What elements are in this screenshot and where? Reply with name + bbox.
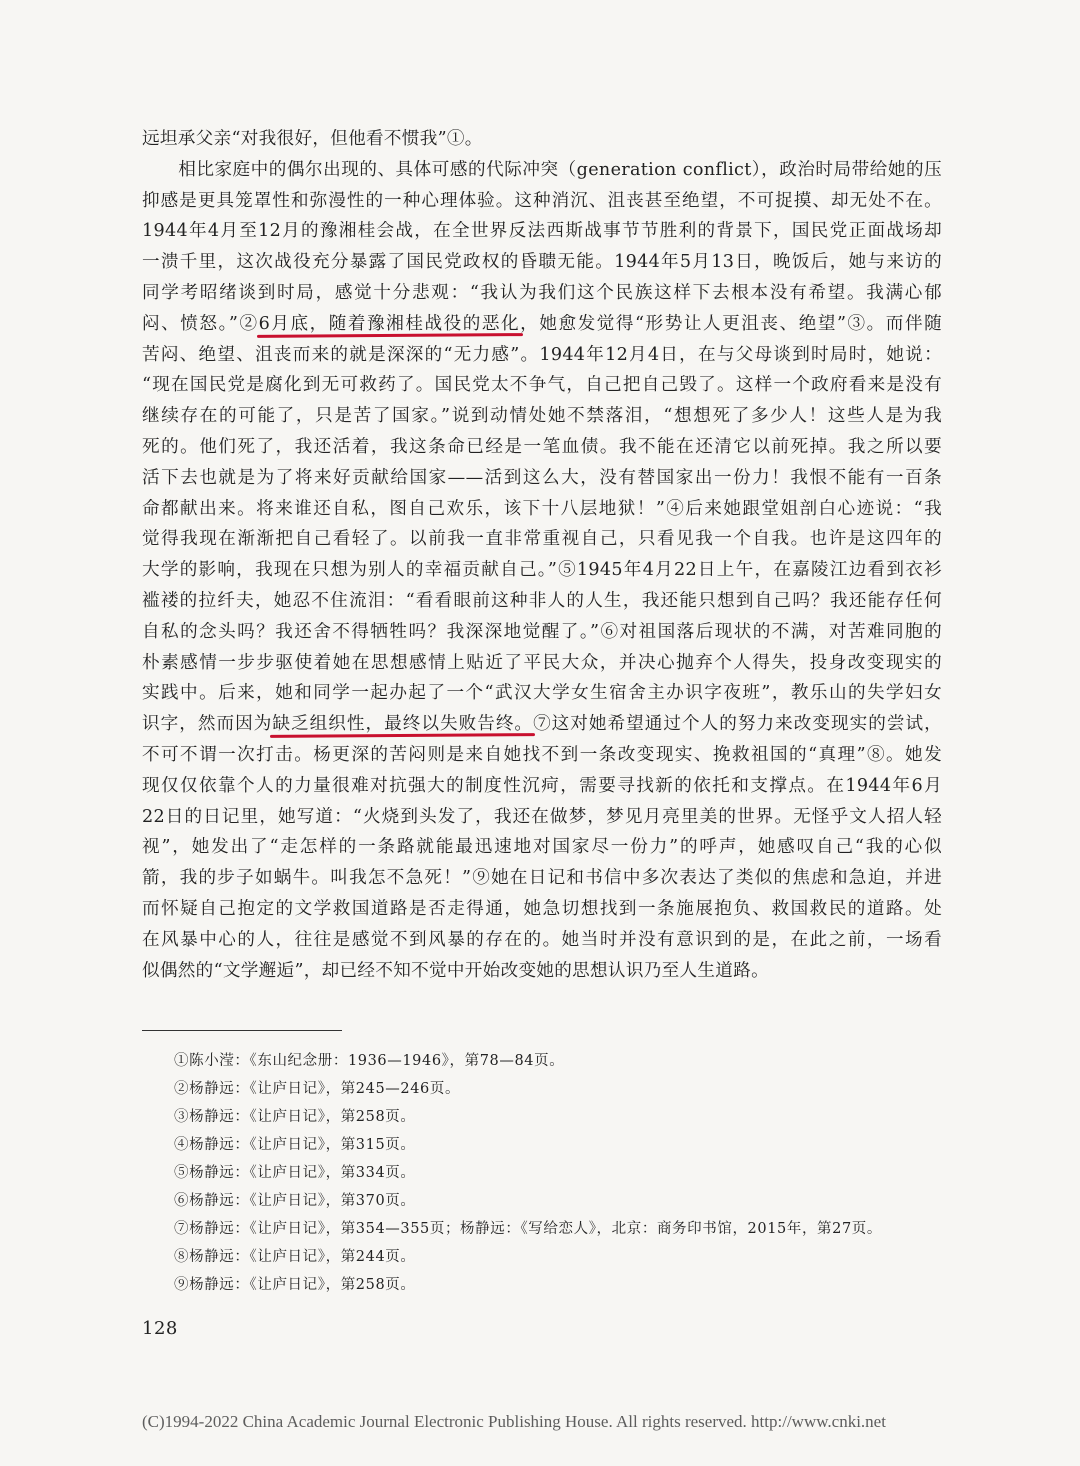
body-line — [142, 863, 942, 894]
body-line-text: 大学的影响，我现在只想为别人的幸福贡献自己。”⑤1945年4月22日上午，在嘉陵江边看到衣衫 — [142, 560, 942, 581]
body-line — [142, 432, 942, 463]
body-line — [142, 278, 942, 309]
body-line-text: 朴素感情一步步驱使着她在思想感情上贴近了平民大众，并决心抛弃个人得失，投身改变现实的 — [142, 652, 942, 673]
footnote: ①陈小滢：《东山纪念册：1936—1946》，第78—84页。 — [174, 1053, 565, 1069]
body-line-text: 22日的日记里，她写道：“火烧到头发了，我还在做梦，梦见月亮里美的世界。无怪乎文人招人轻 — [142, 806, 942, 827]
footnote: ⑨杨静远：《让庐日记》，第258页。 — [174, 1277, 416, 1293]
body-line-text: 自私的念头吗？我还舍不得牺牲吗？我深深地觉醒了。”⑥对祖国落后现状的不满，对苦难同胞的 — [142, 621, 942, 642]
copyright-notice: (C)1994-2022 China Academic Journal Electronic Publishing House. All rights reserved. http://www.cnki.net — [142, 1412, 886, 1431]
body-line — [142, 340, 942, 371]
body-line-text: 远坦承父亲“对我很好，但他看不惯我”①。 — [142, 129, 483, 149]
underlined-highlight: 6月底，随着豫湘桂战役的恶化 — [258, 313, 521, 334]
body-line-text: 同学考昭绪谈到时局，感觉十分悲观：“我认为我们这个民族这样下去根本没有希望。我满心郁 — [142, 282, 942, 303]
body-line — [142, 401, 942, 432]
footnote: ⑥杨静远：《让庐日记》，第370页。 — [174, 1193, 416, 1209]
body-line — [142, 370, 942, 401]
body-line-text: ⑦这对她希望通过个人的努力来改变现实的尝试， — [533, 714, 942, 735]
body-line-text: 似偶然的“文学邂逅”，却已经不知不觉中开始改变她的思想认识乃至人生道路。 — [142, 960, 769, 981]
body-line — [142, 925, 942, 956]
footnote: ⑦杨静远：《让庐日记》，第354—355页；杨静远：《写给恋人》，北京：商务印书馆，2015年，第27页。 — [174, 1221, 882, 1237]
body-line — [142, 678, 942, 709]
body-line — [142, 186, 942, 217]
body-line — [142, 494, 942, 525]
body-line — [142, 124, 942, 155]
body-line — [142, 894, 942, 925]
body-line — [142, 709, 942, 740]
body-line-text: 抑感是更具笼罩性和弥漫性的一种心理体验。这种消沉、沮丧甚至绝望，不可捉摸、却无处不在。 — [142, 190, 942, 211]
body-line-text: 实践中。后来，她和同学一起办起了一个“武汉大学女生宿舍主办识字夜班”，教乐山的失学妇女 — [142, 683, 942, 704]
body-line — [142, 832, 942, 863]
body-line-text: 死的。他们死了，我还活着，我这条命已经是一笔血债。我不能在还清它以前死掉。我之所以要 — [142, 436, 942, 457]
body-line — [142, 740, 942, 771]
footnote: ⑧杨静远：《让庐日记》，第244页。 — [174, 1249, 416, 1265]
body-line-text: 闷、愤怒。”② — [142, 313, 259, 334]
body-line-text: 箭，我的步子如蜗牛。叫我怎不急死！”⑨她在日记和书信中多次表达了类似的焦虑和急迫，并进 — [142, 868, 942, 889]
body-line — [142, 155, 942, 186]
body-line — [142, 617, 942, 648]
footnotes — [174, 1047, 954, 1299]
footnote: ④杨静远：《让庐日记》，第315页。 — [174, 1137, 416, 1153]
body-line-text: 活下去也就是为了将来好贡献给国家——活到这么大，没有替国家出一份力！我恨不能有一百条 — [142, 467, 942, 488]
body-line — [142, 802, 942, 833]
body-line-text: 不可不谓一次打击。杨更深的苦闷则是来自她找不到一条改变现实、挽救祖国的“真理”⑧。她发 — [142, 744, 942, 765]
body-line-text: 相比家庭中的偶尔出现的、具体可感的代际冲突（generation conflict），政治时局带给她的压 — [142, 159, 942, 180]
body-line-text: 1944年4月至12月的豫湘桂会战，在全世界反法西斯战事节节胜利的背景下，国民党正面战场却 — [142, 221, 942, 242]
body-line-text: 苦闷、绝望、沮丧而来的就是深深的“无力感”。1944年12月4日，在与父母谈到时局时，她说： — [142, 344, 942, 365]
body-line — [142, 216, 942, 247]
footnote: ③杨静远：《让庐日记》，第258页。 — [174, 1109, 416, 1125]
footnote-rule — [142, 1030, 342, 1031]
body-line-text: 视”，她发出了“走怎样的一条路就能最迅速地对国家尽一份力”的呼声，她感叹自己“我的心似 — [142, 837, 942, 858]
body-line — [142, 247, 942, 278]
page-number: 128 — [142, 1318, 178, 1339]
body-line — [142, 648, 942, 679]
body-line-text: 识字，然而因为 — [142, 714, 273, 735]
body-line-text: 在风暴中心的人，往往是感觉不到风暴的存在的。她当时并没有意识到的是，在此之前，一场看 — [142, 929, 942, 950]
footnote: ⑤杨静远：《让庐日记》，第334页。 — [174, 1165, 416, 1181]
body-line-text: “现在国民党是腐化到无可救药了。国民党太不争气，自己把自己毁了。这样一个政府看来是没有 — [142, 375, 942, 396]
body-line-text: 觉得我现在渐渐把自己看轻了。以前我一直非常重视自己，只看见我一个自我。也许是这四年的 — [142, 529, 942, 550]
body-line-text: 一溃千里，这次战役充分暴露了国民党政权的昏聩无能。1944年5月13日，晚饭后，她与来访的 — [142, 252, 942, 273]
body-line-text: 而怀疑自己抱定的文学救国道路是否走得通，她急切想找到一条施展抱负、救国救民的道路。处 — [142, 898, 942, 919]
body-line — [142, 309, 942, 340]
body-line — [142, 956, 942, 987]
body-line-text: 命都献出来。将来谁还自私，图自己欢乐，该下十八层地狱！”④后来她跟堂姐剖白心迹说：“我 — [142, 498, 942, 519]
body-line — [142, 463, 942, 494]
body-line — [142, 771, 942, 802]
body-line — [142, 586, 942, 617]
body-line-text: 现仅仅依靠个人的力量很难对抗强大的制度性沉疴，需要寻找新的依托和支撑点。在1944年6月 — [142, 775, 942, 796]
body-line-text: 继续存在的可能了，只是苦了国家。”说到动情处她不禁落泪，“想想死了多少人！这些人是为我 — [142, 406, 942, 427]
body-line-text: 褴褛的拉纤夫，她忍不住流泪：“看看眼前这种非人的人生，我还能只想到自己吗？我还能存任何 — [142, 590, 942, 611]
body-line-text: ，她愈发觉得“形势让人更沮丧、绝望”③。而伴随 — [520, 313, 942, 334]
footnote: ②杨静远：《让庐日记》，第245—246页。 — [174, 1081, 461, 1097]
body-text — [142, 124, 942, 986]
underlined-highlight: 缺乏组织性，最终以失败告终。 — [272, 714, 534, 735]
body-line — [142, 555, 942, 586]
body-line — [142, 524, 942, 555]
